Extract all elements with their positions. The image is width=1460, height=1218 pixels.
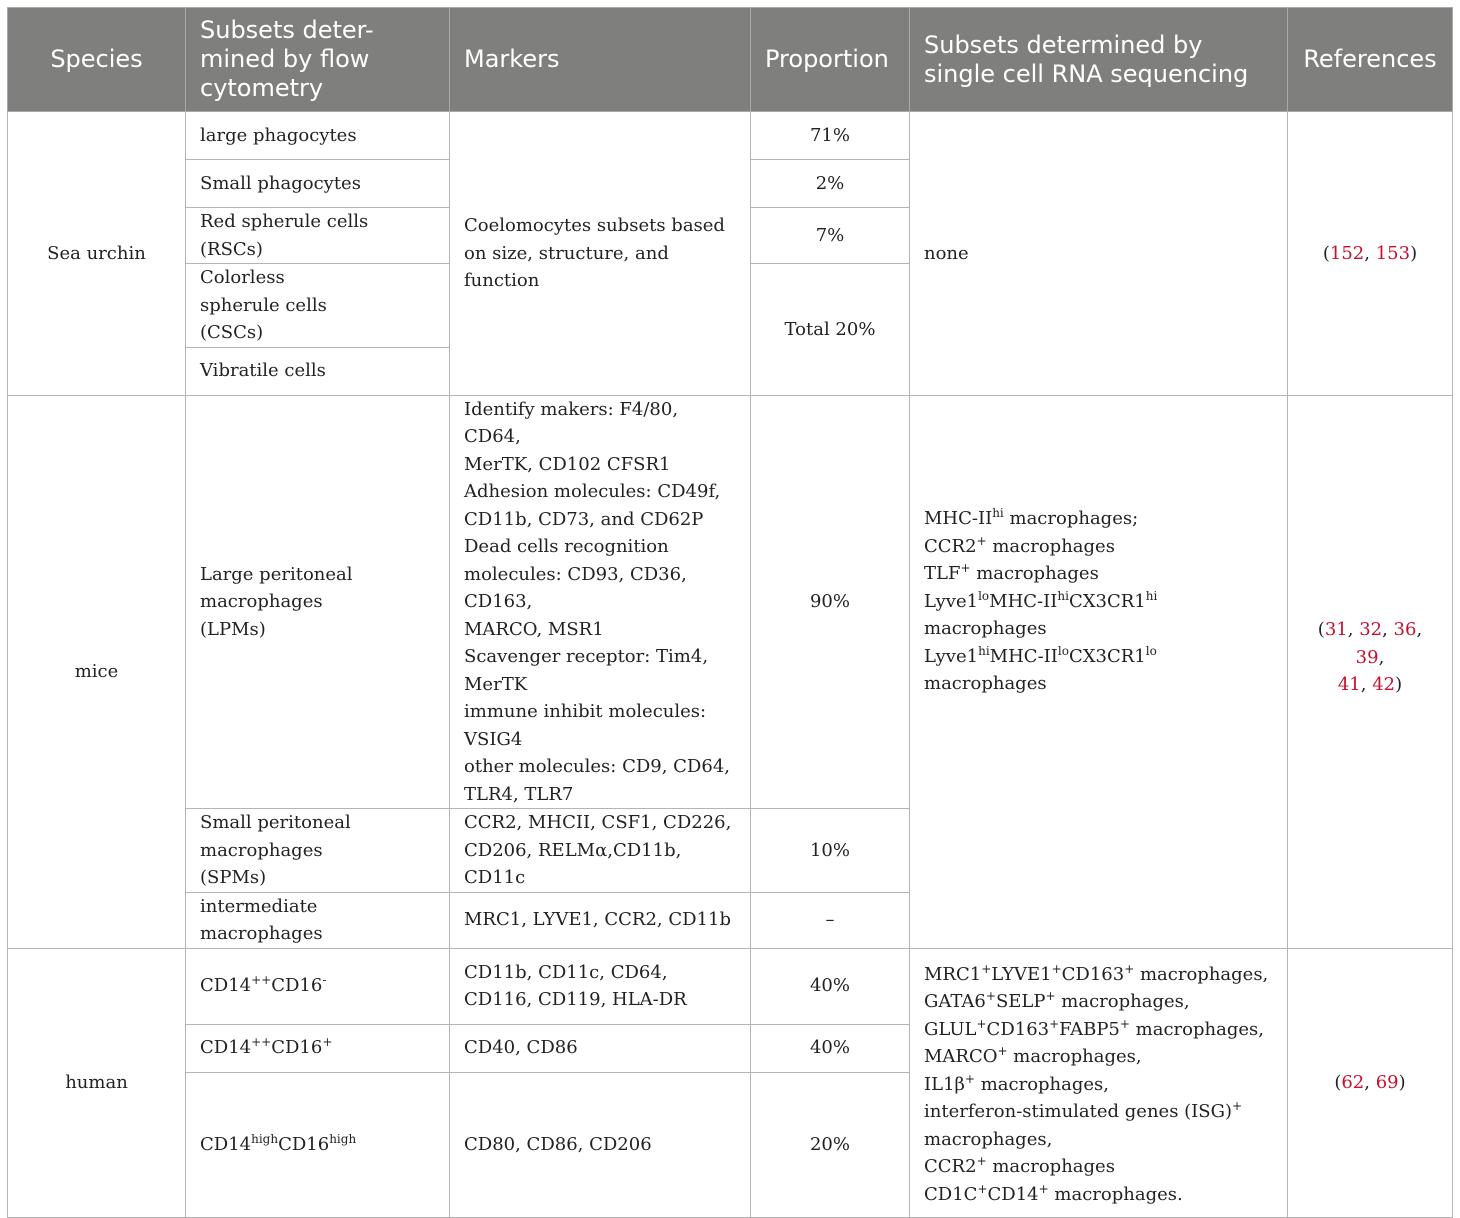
subset-cell: Large peritoneal macrophages (LPMs) — [186, 395, 450, 809]
header-markers: Markers — [450, 8, 751, 112]
subset-cell: $CD14^{high}CD16^{high}$ — [186, 1072, 450, 1217]
header-references: References — [1288, 8, 1453, 112]
header-species: Species — [8, 8, 186, 112]
proportion-cell: 71% — [751, 112, 910, 160]
subset-cell: intermediate macrophages — [186, 892, 450, 948]
reference-link[interactable]: 31 — [1324, 619, 1348, 641]
scrna-cell: MRC1+LYVE1+CD163+ macrophages, GATA6+SELP+ macrophages, GLUL+CD163+FABP5+ macrophages, MARCO+ macrophages, IL1β+ macrophages, interferon-stimulated genes (ISG)+ macrophages, CCR2+ macrophages CD1C+CD14+ macrophages. — [910, 948, 1288, 1217]
reference-link[interactable]: 42 — [1372, 674, 1396, 696]
species-cell: mice — [8, 395, 186, 948]
proportion-cell: 90% — [751, 395, 910, 809]
scrna-cell: MHC-$II^{hi}$ macrophages; CCR2+ macrophages TLF+ macrophages $Lyve1^{lo}MHC-II^{hi}CX3CR1^{hi}$ macrophages $Lyve1^{hi}MHC-II^{lo}CX3CR1^{lo}$ macrophages — [910, 395, 1288, 948]
reference-link[interactable]: 69 — [1375, 1071, 1399, 1093]
references-cell: (152, 153) — [1288, 112, 1453, 396]
proportion-cell: – — [751, 892, 910, 948]
reference-link[interactable]: 39 — [1355, 646, 1379, 668]
species-cell: Sea urchin — [8, 112, 186, 396]
reference-link[interactable]: 36 — [1393, 619, 1417, 641]
markers-cell: CCR2, MHCII, CSF1, CD226, CD206, RELMα,CD11b, CD11c — [450, 809, 751, 893]
markers-cell: CD40, CD86 — [450, 1024, 751, 1072]
proportion-cell: 20% — [751, 1072, 910, 1217]
header-subsets-flow — [186, 8, 450, 112]
proportion-cell: 2% — [751, 160, 910, 208]
data-table — [7, 7, 1453, 1218]
header-proportion: Proportion — [751, 8, 910, 112]
subset-cell: Red spherule cells (RSCs) — [186, 208, 450, 264]
subset-cell: Vibratile cells — [186, 347, 450, 395]
subset-cell: Colorless spherule cells (CSCs) — [186, 264, 450, 348]
subset-cell: large phagocytes — [186, 112, 450, 160]
reference-link[interactable]: 41 — [1337, 674, 1361, 696]
header-subsets-scrna: Subsets determined by single cell RNA sequencing — [910, 8, 1288, 112]
proportion-cell: 40% — [751, 948, 910, 1024]
header-subsets-flow-text: Subsets deter- mined by flow cytometry — [200, 16, 374, 102]
markers-cell: Identify makers: F4/80, CD64, MerTK, CD102 CFSR1 Adhesion molecules: CD49f, CD11b, CD73, and CD62P Dead cells recognition molecules: CD93, CD36, CD163, MARCO, MSR1 Scavenger receptor: Tim4, MerTK immune inhibit molecules: VSIG4 other molecules: CD9, CD64, TLR4, TLR7 — [450, 395, 751, 809]
markers-cell: CD11b, CD11c, CD64, CD116, CD119, HLA-DR — [450, 948, 751, 1024]
subset-cell: CD14++CD16+ — [186, 1024, 450, 1072]
references-cell: (62, 69) — [1288, 948, 1453, 1217]
proportion-cell: 10% — [751, 809, 910, 893]
reference-link[interactable]: 32 — [1359, 619, 1383, 641]
reference-link[interactable]: 153 — [1375, 242, 1411, 264]
header-row — [8, 8, 1453, 112]
table-row — [8, 395, 1453, 809]
markers-cell: CD80, CD86, CD206 — [450, 1072, 751, 1217]
references-cell: (31, 32, 36, 39, 41, 42) — [1288, 395, 1453, 948]
reference-link[interactable]: 152 — [1329, 242, 1365, 264]
markers-cell: Coelomocytes subsets based on size, structure, and function — [450, 112, 751, 396]
table-row — [8, 112, 1453, 160]
proportion-cell: 40% — [751, 1024, 910, 1072]
subset-cell: CD14++CD16- — [186, 948, 450, 1024]
scrna-cell: none — [910, 112, 1288, 396]
markers-cell: MRC1, LYVE1, CCR2, CD11b — [450, 892, 751, 948]
proportion-cell: Total 20% — [751, 264, 910, 396]
species-cell: human — [8, 948, 186, 1217]
subset-cell: Small peritoneal macrophages (SPMs) — [186, 809, 450, 893]
reference-link[interactable]: 62 — [1341, 1071, 1365, 1093]
proportion-cell: 7% — [751, 208, 910, 264]
subset-cell: Small phagocytes — [186, 160, 450, 208]
table-row — [8, 948, 1453, 1024]
